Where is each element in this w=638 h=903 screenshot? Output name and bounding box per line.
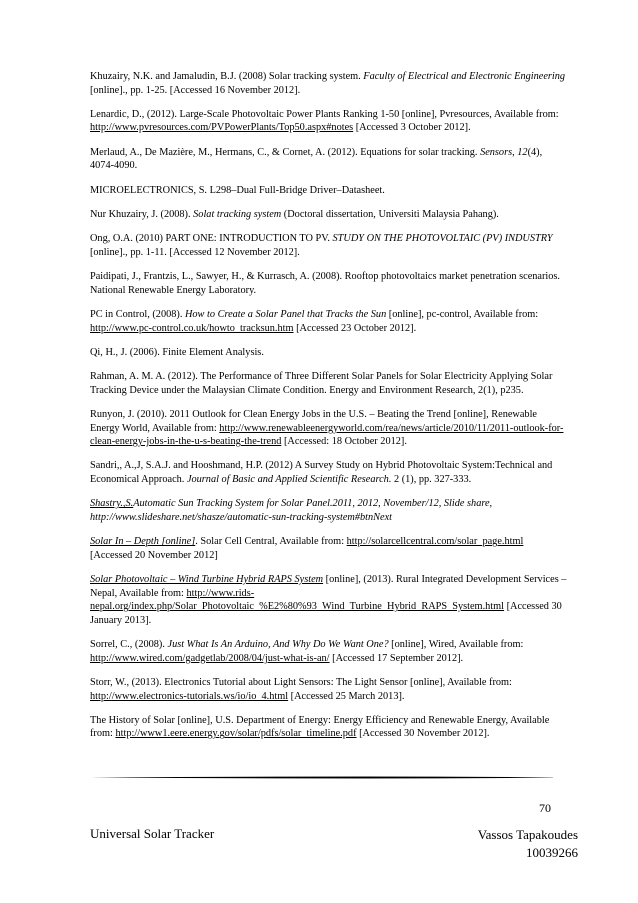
reference-link[interactable]: http://www.pvresources.com/PVPowerPlants/Top50.aspx#notes [90, 122, 354, 134]
reference-entry [90, 270, 568, 297]
reference-text: [Accessed 30 January 2013]. [90, 601, 562, 626]
reference-link[interactable]: http://www.renewableenergyworld.com/rea/news/article/2010/11/2011-outlook-for-clean-energy-jobs-in-the-u-s-beating-the-trend [90, 422, 564, 448]
reference-entry [90, 70, 568, 97]
reference-link[interactable]: http://www1.eere.energy.gov/solar/pdfs/solar_timeline.pdf [115, 728, 357, 740]
reference-text: Sensors [480, 146, 513, 158]
reference-text: Solat tracking system [193, 208, 282, 220]
reference-text: [Accessed 20 November 2012] [90, 549, 218, 561]
reference-entry [90, 346, 568, 360]
reference-text: Faculty of Electrical and Electronic Engineering [363, 71, 566, 82]
footer-divider [90, 776, 553, 779]
reference-text: . Solar Cell Central, Available from: [195, 536, 347, 548]
reference-text: Paidipati, J., Frantzis, L., Sawyer, H., & Kurrasch, A. (2008). Rooftop photovoltaics market penetration scenarios. National Renewable Energy Laboratory. [90, 271, 561, 296]
reference-entry [90, 714, 568, 741]
reference-link[interactable]: http://www.wired.com/gadgetlab/2008/04/just-what-is-an/ [90, 652, 330, 664]
reference-entry [90, 459, 568, 486]
reference-link[interactable]: Shastry.,S. [90, 498, 134, 510]
reference-text: Merlaud, A., De Mazière, M., Hermans, C., & Cornet, A. (2012). Equations for solar tracking. [90, 146, 481, 158]
reference-entry [90, 638, 568, 665]
reference-text: Nur Khuzairy, J. (2008). [90, 208, 194, 220]
reference-text: STUDY ON THE PHOTOVOLTAIC (PV) INDUSTRY [332, 233, 553, 245]
reference-text: Storr, W., (2013). Electronics Tutorial about Light Sensors: The Light Sensor [online], Available from: [90, 677, 512, 688]
reference-text: Runyon, J. (2010). 2011 Outlook for Clean Energy Jobs in the U.S. – Beating the Trend [online], Renewable Energy World, Available from: [90, 408, 538, 434]
reference-text: [Accessed 23 October 2012]. [293, 322, 417, 334]
reference-text: (4), 4074-4090. [90, 146, 543, 172]
reference-entry [90, 208, 568, 222]
reference-text: [Accessed 30 November 2012]. [356, 728, 490, 740]
reference-text: Rahman, A. M. A. (2012). The Performance of Three Different Solar Panels for Solar Electricity Applying Solar Tracking Device under the Malaysian Climate Condition. Energy and Environment Research, 2(1), p235. [90, 371, 553, 396]
reference-text: Journal of Basic and Applied Scientific Research. [186, 474, 392, 486]
reference-link[interactable]: http://www.pc-control.co.uk/howto_tracksun.htm [90, 322, 294, 334]
reference-text: Just What Is An Arduino, And Why Do We Want One? [167, 639, 389, 651]
reference-text: Sandri,, A.,J, S.A.J. and Hooshmand, H.P. (2012) A Survey Study on Hybrid Photovoltaic System:Technical and Economical Approach. [90, 460, 553, 486]
reference-list [90, 70, 568, 752]
reference-text: MICROELECTRONICS, S. L298–Dual Full-Bridge Driver–Datasheet. [90, 184, 385, 196]
reference-text: Ong, O.A. (2010) PART ONE: INTRODUCTION TO PV. [90, 233, 333, 245]
reference-entry [90, 676, 568, 703]
document-title: Universal Solar Tracker [90, 826, 215, 841]
reference-text: The History of Solar [online], U.S. Department of Energy: Energy Efficiency and Renewable Energy, Available from: [90, 714, 550, 740]
reference-text: How to Create a Solar Panel that Tracks the Sun [184, 308, 387, 320]
reference-text: PC in Control, (2008). [90, 308, 185, 320]
reference-entry [90, 535, 568, 562]
reference-link[interactable]: http://www.rids-nepal.org/index.php/Solar_Photovoltaic_%E2%80%93_Wind_Turbine_Hybrid_RAPS_System.html [90, 587, 505, 613]
page-number: 70 [539, 801, 551, 815]
reference-link[interactable]: http://solarcellcentral.com/solar_page.html [346, 536, 524, 548]
reference-text: [Accessed 3 October 2012]. [353, 122, 471, 134]
reference-link[interactable]: Solar In – Depth [online] [90, 536, 196, 548]
reference-text: [online]., pp. 1-25. [Accessed 16 November 2012]. [90, 84, 301, 96]
reference-link[interactable]: http://www.electronics-tutorials.ws/io/io_4.html [90, 690, 289, 702]
reference-text: [online], (2013). Rural Integrated Development Services – Nepal, Available from: [90, 574, 567, 599]
reference-link[interactable]: Solar Photovoltaic – Wind Turbine Hybrid RAPS System [90, 574, 324, 586]
reference-text: , [512, 146, 518, 158]
reference-text: [Accessed: 18 October 2012]. [281, 436, 407, 448]
reference-text: 12 [517, 146, 528, 158]
reference-text: Qi, H., J. (2006). Finite Element Analysis. [90, 346, 264, 358]
reference-text: [online], Wired, Available from: [388, 639, 524, 651]
reference-text: [online], pc-control, Available from: [386, 308, 539, 320]
reference-text: Sorrel, C., (2008). [90, 639, 168, 651]
reference-entry [90, 108, 568, 135]
reference-text: [Accessed 25 March 2013]. [288, 690, 405, 702]
reference-text: [online]., pp. 1-11. [Accessed 12 November 2012]. [90, 246, 300, 258]
reference-entry [90, 497, 568, 524]
reference-text: [Accessed 17 September 2012]. [329, 652, 464, 664]
reference-text: Automatic Sun Tracking System for Solar Panel.2011, 2012, November/12, Slide share, http://www.slideshare.net/shasze/automatic-sun-tracking-system#btnNext [90, 498, 493, 523]
reference-entry [90, 308, 568, 335]
reference-text: (Doctoral dissertation, Universiti Malaysia Pahang). [281, 208, 499, 220]
reference-entry [90, 573, 568, 627]
reference-entry [90, 370, 568, 397]
student-id: 10039266 [526, 845, 578, 860]
reference-text: Lenardic, D., (2012). Large-Scale Photovoltaic Power Plants Ranking 1-50 [online], Pvresources, Available from: [90, 108, 559, 120]
reference-entry [90, 408, 568, 449]
reference-text: Khuzairy, N.K. and Jamaludin, B.J. (2008) Solar tracking system. [90, 71, 364, 82]
reference-entry [90, 184, 568, 198]
reference-entry [90, 146, 568, 173]
reference-entry [90, 232, 568, 259]
author-name: Vassos Tapakoudes [477, 827, 578, 842]
reference-text: 2 (1), pp. 327-333. [391, 474, 472, 486]
author-block [478, 826, 578, 862]
